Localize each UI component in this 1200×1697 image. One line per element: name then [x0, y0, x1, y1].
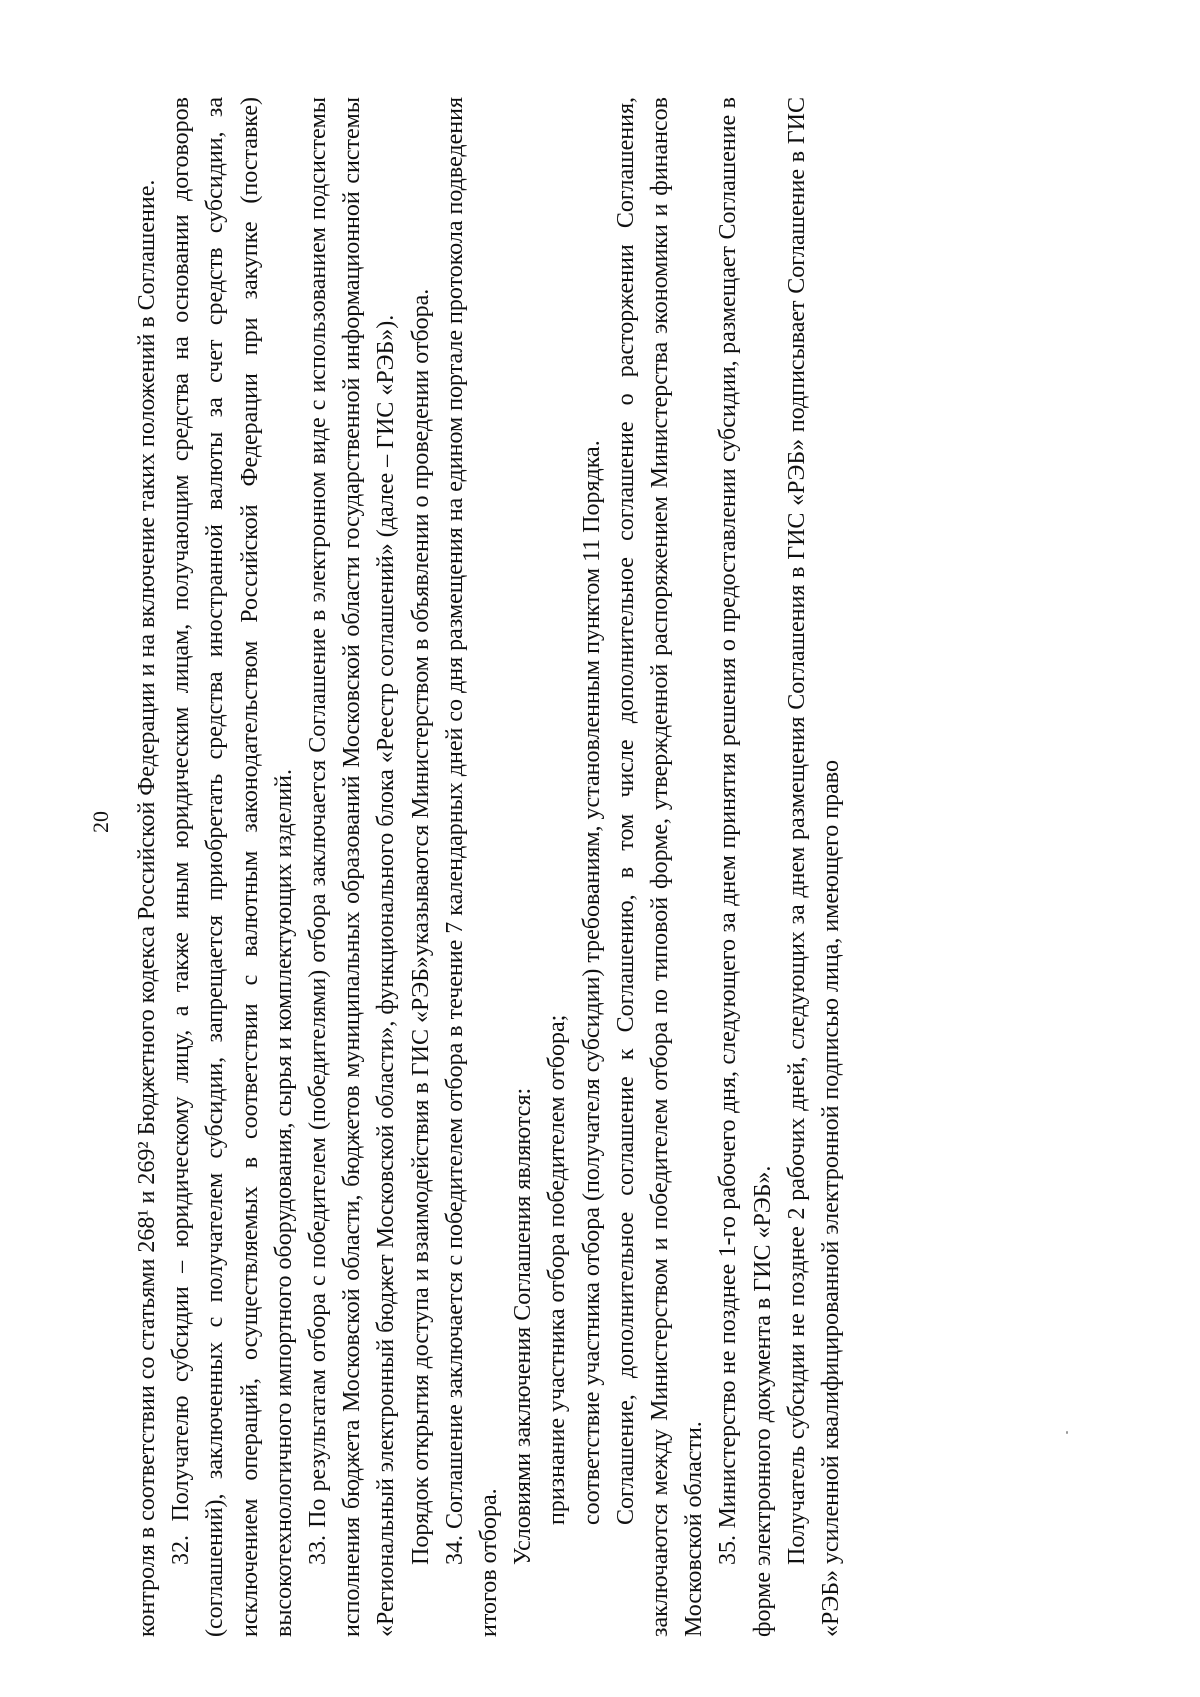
- paragraph-35: 35. Министерство не позднее 1-го рабочего дня, следующего за днем принятия решения о предоставлении субсидии, размещает Соглашение в форме электронного документа в ГИС «РЭБ».: [715, 97, 776, 1637]
- paragraph-conditions-heading: Условиями заключения Соглашения являются:: [510, 1087, 537, 1565]
- page-number: 20: [88, 811, 113, 833]
- paragraph-recipient-signing: Получатель субсидии не позднее 2 рабочих дней, следующих за днем размещения Соглашения в ГИС «РЭБ» подписывает Соглашение в ГИС «РЭБ» усиленной квалифицированной электронной подписью лица, имеющего право: [783, 97, 845, 1637]
- scan-speck: [1066, 1431, 1068, 1434]
- paragraph-34: 34. Соглашение заключается с победителем отбора в течение 7 календарных дней со дня размещения на едином портале протокола подведения итогов отбора.: [441, 97, 503, 1637]
- document-body: [130, 97, 848, 1637]
- paragraph-condition-1: признание участника отбора победителем отбора;: [544, 1014, 571, 1525]
- paragraph-condition-2: соответствие участника отбора (получателя субсидии) требованиям, установленным пунктом 11 Порядка.: [578, 440, 605, 1525]
- paragraph-33: 33. По результатам отбора с победителем (победителями) отбора заключается Соглашение в электронном виде с использованием подсистемы исполнения бюджета Московской области, бюджетов муниципальных образований Московской области государственной информационной системы «Региональный электронный бюджет Московской области», функционального блока «Реестр соглашений» (далее – ГИС «РЭБ»).: [305, 97, 400, 1637]
- paragraph-continuation: контроля в соответствии со статьями 268¹ и 269² Бюджетного кодекса Российской Федерации и на включение таких положений в Соглашение.: [134, 179, 160, 1637]
- paragraph-32: 32. Получателю субсидии – юридическому лицу, а также иным юридическим лицам, получающим средства на основании договоров (соглашений), заключенных с получателем субсидии, запрещается приобретать средства иностранной валюты за счет средств субсидии, за исключением операций, осуществляемых в соответствии с валютным законодательством Российской Федерации при закупке (поставке) высокотехнологичного импортного оборудования, сырья и комплектующих изделий.: [168, 97, 297, 1637]
- paragraph-access-order: Порядок открытия доступа и взаимодействия в ГИС «РЭБ»указываются Министерством в объявлении о проведении отбора.: [407, 288, 434, 1565]
- paragraph-agreement-form: Соглашение, дополнительное соглашение к Соглашению, в том числе дополнительное соглашение о расторжении Соглашения, заключаются между Министерством и победителем отбора по типовой форме, утвержденной распоряжением Министерства экономики и финансов Московской области.: [612, 97, 708, 1637]
